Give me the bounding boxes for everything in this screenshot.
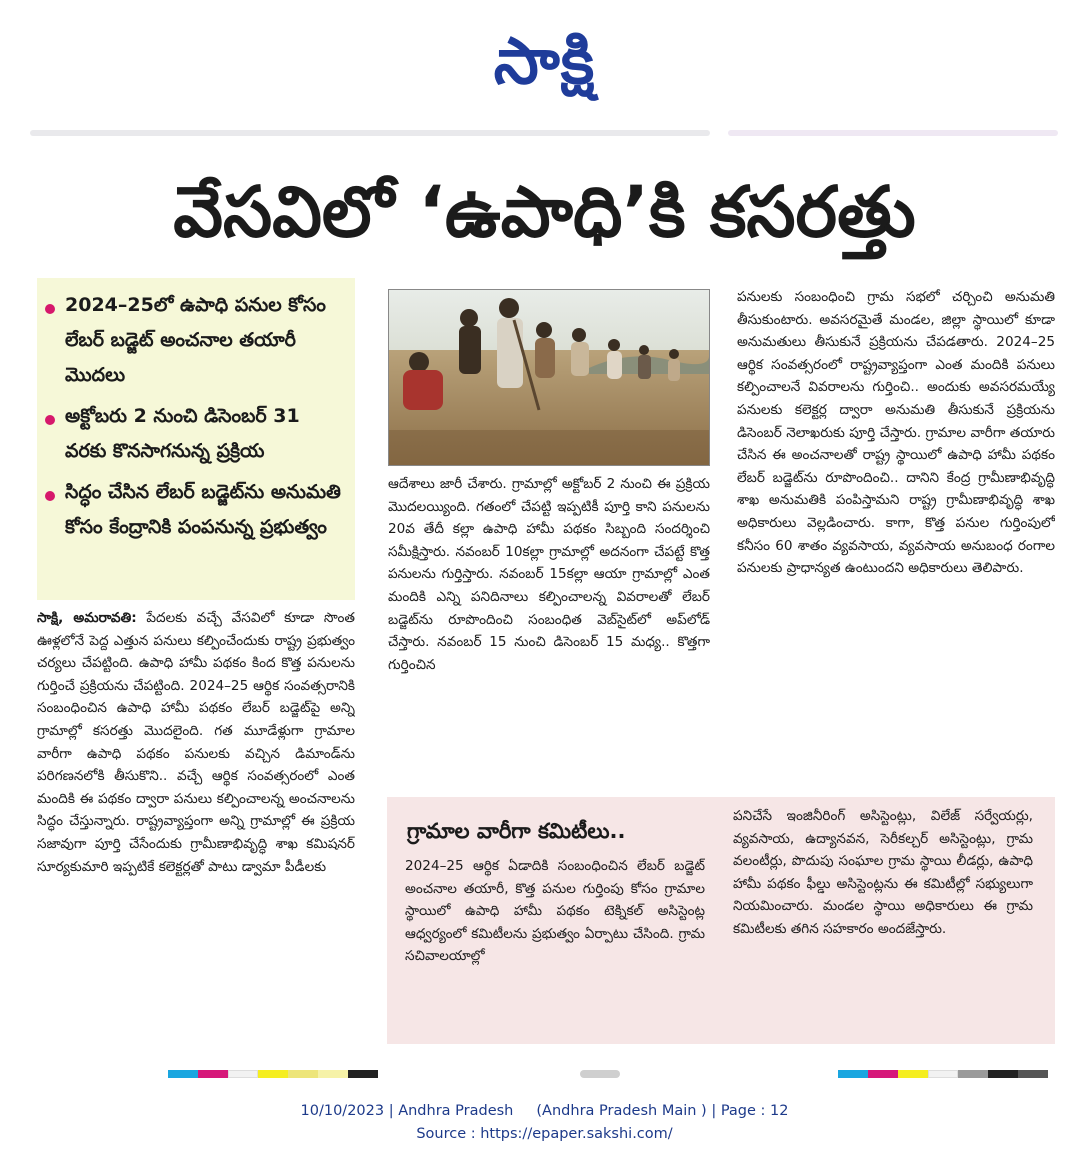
highlights-box — [37, 278, 355, 600]
article-column-1 — [37, 607, 355, 1047]
news-photo — [388, 289, 710, 466]
bullet-icon — [45, 415, 55, 425]
bullet-icon — [45, 491, 55, 501]
highlight-item — [65, 475, 343, 545]
print-color-bar-left — [168, 1070, 378, 1078]
headline: వేసవిలో ‘ఉపాధి’కి కసరత్తు — [173, 171, 916, 253]
article-text-1: పేదలకు వచ్చే వేసవిలో కూడా సొంత ఊళ్లలోనే పెద్ద ఎత్తున పనులు కల్పించేందుకు రాష్ట్ర ప్రభుత్వం చర్యలు చేపట్టింది. ఉపాధి హామీ పథకం కింద కొత్త పనులను గుర్తించే ప్రక్రియను చేపట్టింది. 2024–25 ఆర్థిక సంవత్సరానికి సంబంధించిన ఉపాధి హామీ పథకం లేబర్‌ బడ్జెట్‌పై అన్ని గ్రామాల్లో కసరత్తు మొదలైంది. గత మూడేళ్లుగా గ్రామాల వారీగా ఉపాధి పథకం పనులకు వచ్చిన డిమాండ్‌ను పరిగణనలోకి తీసుకొని.. వచ్చే ఆర్థిక సంవత్సరంలో ఎంత మందికి ఈ పథకం ద్వారా పనులు కల్పించాలన్న అంచనాలను సిద్ధం చేస్తున్నారు. రాష్ట్రవ్యాప్తంగా అన్ని గ్రామాల్లో ఈ ప్రక్రియ సజావుగా పూర్తి చేసేందుకు గ్రామీణాభివృద్ధి శాఖ కమిషనర్‌ సూర్యకుమారి ఇప్పటికే కలెక్టర్లతో పాటు డ్వామా పీడీలకు — [37, 610, 355, 875]
article-column-2: ఆదేశాలు జారీ చేశారు. గ్రామాల్లో అక్టోబర్‌ 2 నుంచి ఈ ప్రక్రియ మొదలయ్యింది. గతంలో చేపట్టి ఇప్పటికీ పూర్తి కాని పనులను 20వ తేదీ కల్లా ఉపాధి హామీ పథకం సిబ్బంది సందర్శించి సమీక్షిస్తారు. నవంబర్‌ 10కల్లా గ్రామాల్లో అదనంగా చేపట్టే కొత్త పనులను గుర్తిస్తారు. నవంబర్‌ 15కల్లా ఆయా గ్రామాల్లో ఎంత మందికి ఎన్ని పనిదినాలు కల్పించాలన్న వివరాలతో లేబర్‌ బడ్జెట్‌ను రూపొందించి సంబంధిత వెబ్‌సైట్‌లో అప్‌లోడ్‌ చేస్తారు. నవంబర్‌ 15 నుంచి డిసెంబర్‌ 15 మధ్య.. కొత్తగా గుర్తించిన — [388, 476, 710, 673]
print-color-bar-mid — [580, 1070, 620, 1078]
page-footer — [0, 1100, 1089, 1146]
dateline: సాక్షి, అమరావతి: — [37, 610, 137, 626]
footer-date-page: 10/10/2023 | Andhra Pradesh (Andhra Pradesh Main ) | Page : 12 — [300, 1103, 789, 1119]
bullet-icon — [45, 304, 55, 314]
print-color-bar-right — [838, 1070, 1048, 1078]
footer-source-link[interactable]: Source : https://epaper.sakshi.com/ — [416, 1126, 673, 1142]
sakshi-logo: సాక్షి — [493, 25, 596, 99]
highlight-text: 2024–25లో ఉపాధి పనుల కోసం లేబర్‌ బడ్జెట్‌ అంచనాల తయారీ మొదలు — [65, 294, 326, 386]
committee-text-left: 2024–25 ఆర్థిక ఏడాదికి సంబంధించిన లేబర్‌ బడ్జెట్‌ అంచనాల తయారీ, కొత్త పనుల గుర్తింపు కోసం గ్రామాల స్థాయిలో ఉపాధి హామీ పథకం టెక్నికల్‌ అసిస్టెంట్ల ఆధ్వర్యంలో కమిటీలను ప్రభుత్వం ఏర్పాటు చేసింది. గ్రామ సచివాలయాల్లో — [405, 858, 705, 965]
highlight-item — [65, 288, 343, 393]
masthead-rule-left — [30, 130, 710, 136]
field-workers-photo — [389, 290, 709, 465]
article-column-3: పనులకు సంబంధించి గ్రామ సభలో చర్చించి అనుమతి తీసుకుంటారు. అవసరమైతే మండల, జిల్లా స్థాయిలో కూడా అనుమతులు తీసుకునే ప్రక్రియను చేపడతారు. 2024–25 ఆర్థిక సంవత్సరంలో రాష్ట్రవ్యాప్తంగా ఎంత మందికి పనులు కల్పించాలనే వివరాలను గుర్తించి.. అందుకు అవసరమయ్యే పనులకు కలెక్టర్ల ద్వారా అనుమతి తీసుకునే ప్రక్రియను డిసెంబర్‌ నెలాఖరుకు పూర్తి చేస్తారు. గ్రామాల వారీగా తయారు చేసిన ఈ అంచనాలతో రాష్ట్ర స్థాయిలో ఉపాధి హామీ పథకం లేబర్‌ బడ్జెట్‌ను రూపొందించి.. దానిని కేంద్ర గ్రామీణాభివృద్ధి శాఖ అనుమతికి పంపిస్తామని రాష్ట్ర గ్రామీణాభివృద్ధి శాఖ అధికారులు వెల్లడించారు. కాగా, కొత్త పనుల గుర్తింపులో కనీసం 60 శాతం వ్యవసాయ, వ్యవసాయ అనుబంధ రంగాల పనులకు ప్రాధాన్యత ఉంటుందని అధికారులు తెలిపారు. — [737, 289, 1055, 577]
committee-box — [387, 797, 1055, 1044]
committee-text-right: పనిచేసే ఇంజినీరింగ్‌ అసిస్టెంట్లు, విలేజ్‌ సర్వేయర్లు, వ్యవసాయ, ఉద్యానవన, సెరీకల్చర్‌ అసిస్టెంట్లు, గ్రామ వలంటీర్లు, పొదుపు సంఘాల గ్రామ స్థాయి లీడర్లు, ఉపాధి హామీ పథకం ఫీల్డు అసిస్టెంట్లను ఈ కమిటీల్లో సభ్యులుగా నియమించారు. మండల స్థాయి అధికారులు ఈ గ్రామ కమిటీలకు తగిన సహకారం అందజేస్తారు. — [733, 808, 1033, 937]
committee-title: గ్రామాల వారీగా కమిటీలు.. — [407, 819, 626, 843]
highlight-text: సిద్ధం చేసిన లేబర్‌ బడ్జెట్‌ను అనుమతి కోసం కేంద్రానికి పంపనున్న ప్రభుత్వం — [65, 481, 341, 538]
highlight-text: అక్టోబరు 2 నుంచి డిసెంబర్‌ 31 వరకు కొనసాగనున్న ప్రక్రియ — [65, 405, 300, 462]
highlight-item — [65, 399, 343, 469]
masthead-rule-right — [728, 130, 1058, 136]
